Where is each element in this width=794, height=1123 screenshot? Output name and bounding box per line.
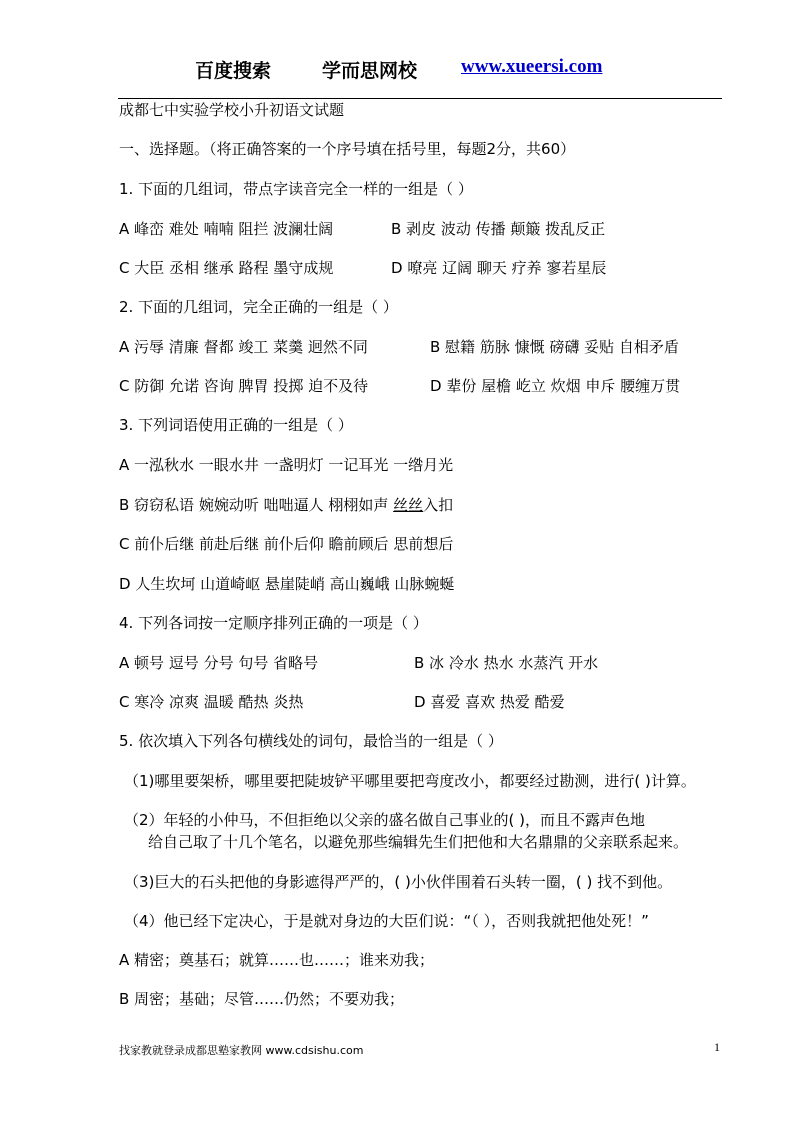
q3-option-d: D 人生坎坷 山道崎岖 悬崖陡峭 高山巍峨 山脉蜿蜒 [119,575,455,593]
header-baidu-search: 百度搜索 [195,60,272,82]
footer-text: 找家教就登录成都思塾家教网 www.cdsishu.com [119,1044,364,1057]
q4-stem: 4. 下列各词按一定顺序排列正确的一项是（ ） [119,614,428,632]
q4-option-c: C 寒冷 凉爽 温暖 酷热 炎热 [119,693,304,711]
q3-option-c: C 前仆后继 前赴后继 前仆后仰 瞻前顾后 思前想后 [119,535,454,553]
q5-sentence-3: （3)巨大的石头把他的身影遮得严严的，( )小伙伴围着石头转一圈，( ) 找不到他。 [124,873,673,891]
q1-option-c: C 大臣 丞相 继承 路程 墨守成规 [119,259,334,277]
q5-sentence-2b: 给自己取了十几个笔名，以避免那些编辑先生们把他和大名鼎鼎的父亲联系起来。 [148,833,689,851]
q3-option-b-post: 入扣 [423,496,454,514]
q1-option-d: D 嘹亮 辽阔 聊天 疗养 寥若星辰 [391,259,607,277]
q3-option-b-underlined: 丝丝 [393,496,424,514]
section-heading: 一、选择题。（将正确答案的一个序号填在括号里，每题2分，共60） [119,140,576,158]
q5-stem: 5. 依次填入下列各句横线处的词句，最恰当的一组是（ ） [119,732,503,750]
q1-stem: 1. 下面的几组词，带点字读音完全一样的一组是（ ） [119,180,473,198]
q2-option-d: D 辈份 屋檐 屹立 炊烟 申斥 腰缠万贯 [430,377,681,395]
header-rule [118,98,722,99]
q5-option-b: B 周密；基础；尽管……仍然；不要劝我； [119,990,405,1008]
q5-sentence-1: （1)哪里要架桥，哪里要把陡坡铲平哪里要把弯度改小，都要经过勘测，进行( )计算。 [124,772,696,790]
q4-option-a: A 顿号 逗号 分号 句号 省略号 [119,654,319,672]
q4-option-d: D 喜爱 喜欢 热爱 酷爱 [414,693,565,711]
q3-option-b-pre: B 窃窃私语 婉婉动听 咄咄逼人 栩栩如声 [119,496,394,514]
q2-option-b: B 慰籍 筋脉 慷慨 磅礴 妥贴 自相矛盾 [430,338,679,356]
exam-title: 成都七中实验学校小升初语文试题 [119,101,345,119]
q2-stem: 2. 下面的几组词，完全正确的一组是（ ） [119,298,398,316]
header-url-link[interactable]: www.xueersi.com [461,56,603,77]
q5-sentence-2a: （2）年轻的小仲马，不但拒绝以父亲的盛名做自己事业的( )，而且不露声色地 [124,811,646,829]
q2-option-a: A 污辱 清廉 督都 竣工 菜羹 迥然不同 [119,338,368,356]
q2-option-c: C 防御 允诺 咨询 脾胃 投掷 迫不及待 [119,377,369,395]
q3-option-b [119,495,453,515]
q3-stem: 3. 下列词语使用正确的一组是（ ） [119,416,353,434]
q1-option-b: B 剥皮 波动 传播 颠簸 拨乱反正 [391,220,606,238]
header-school-name: 学而思网校 [322,60,418,82]
q5-sentence-4: （4）他已经下定决心，于是就对身边的大臣们说：“（ ），否则我就把他处死！” [124,912,649,930]
q5-option-a: A 精密；奠基石；就算……也……；谁来劝我； [119,951,435,969]
page-header [0,56,794,90]
page-number: 1 [714,1040,720,1054]
q3-option-a: A 一泓秋水 一眼水井 一盏明灯 一记耳光 一绺月光 [119,456,454,474]
q1-option-a: A 峰峦 难处 喃喃 阻拦 波澜壮阔 [119,220,334,238]
q4-option-b: B 冰 冷水 热水 水蒸汽 开水 [414,654,599,672]
